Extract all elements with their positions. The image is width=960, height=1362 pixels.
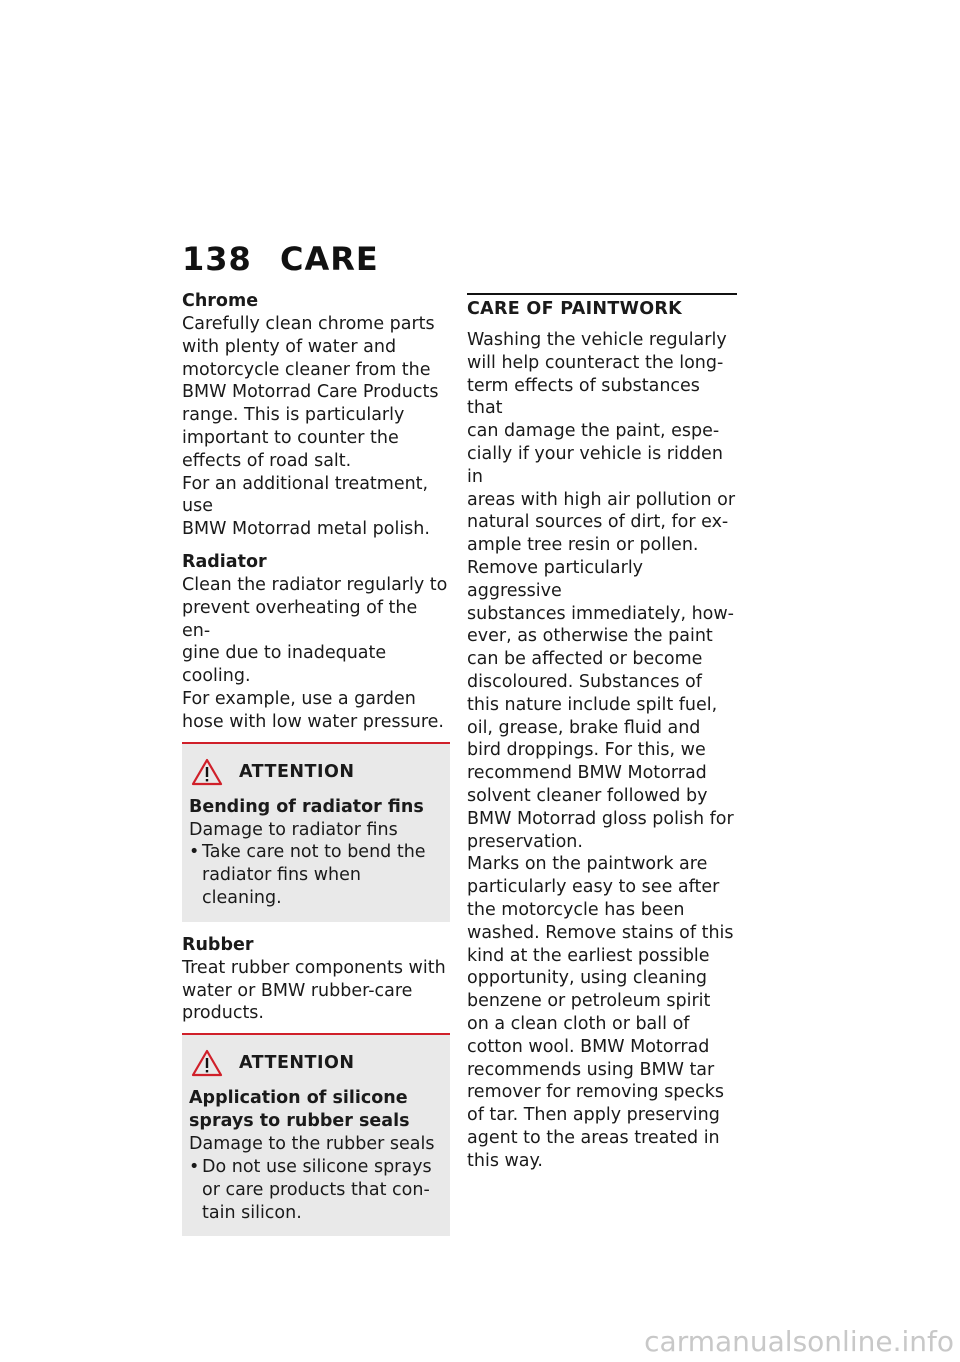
text-line: For example, use a garden [182, 688, 416, 709]
attention-subject [189, 1087, 442, 1133]
text-line: can damage the paint, espe- [467, 421, 720, 442]
text-line: range. This is particularly [182, 405, 405, 426]
text-line: this way. [467, 1150, 543, 1171]
text-line: Carefully clean chrome parts [182, 314, 435, 334]
page-number: 138 [182, 240, 252, 278]
attention-title: ATTENTION [239, 761, 355, 782]
text-line: Do not use silicone sprays [202, 1156, 432, 1177]
text-line: opportunity, using cleaning [467, 968, 708, 989]
rubber-section [182, 934, 450, 1025]
chrome-heading: Chrome [182, 291, 259, 311]
chrome-para-2 [182, 473, 450, 541]
chrome-section [182, 290, 450, 541]
radiator-para-2 [182, 688, 450, 734]
text-line: agent to the areas treated in [467, 1127, 720, 1148]
page-header [182, 240, 379, 278]
paintwork-para-1 [467, 329, 737, 557]
text-line: term effects of substances that [467, 375, 700, 419]
attention-bullet [189, 841, 442, 909]
text-line: BMW Motorrad Care Products [182, 382, 439, 403]
text-line: BMW Motorrad metal polish. [182, 519, 430, 540]
radiator-para-1 [182, 574, 450, 688]
bullet-dot: • [189, 842, 200, 863]
attention-box-rubber [182, 1033, 450, 1236]
attention-title: ATTENTION [239, 1053, 355, 1074]
text-line: solvent cleaner followed by [467, 785, 708, 806]
text-line: hose with low water pressure. [182, 711, 444, 732]
paintwork-para-2 [467, 557, 737, 853]
text-line: recommends using BMW tar [467, 1059, 715, 1080]
text-line: Washing the vehicle regularly [467, 330, 727, 350]
text-line: or care products that con- [202, 1179, 430, 1200]
text-line: prevent overheating of the en- [182, 597, 418, 641]
text-line: can be affected or become [467, 649, 703, 670]
text-line: radiator fins when cleaning. [202, 865, 361, 908]
text-line: bird droppings. For this, we [467, 740, 706, 761]
text-line: on a clean cloth or ball of [467, 1013, 690, 1034]
text-line: oil, grease, brake fluid and [467, 717, 701, 738]
text-line: natural sources of dirt, for ex- [467, 512, 729, 533]
text-line: particularly easy to see after [467, 877, 720, 898]
text-line: kind at the earliest possible [467, 945, 710, 966]
attention-box-radiator [182, 742, 450, 922]
attention-consequence: Damage to the rubber seals [189, 1134, 435, 1155]
rubber-heading: Rubber [182, 934, 254, 955]
right-column [467, 290, 737, 1172]
text-line: will help counteract the long- [467, 352, 724, 373]
text-line: with plenty of water and [182, 336, 397, 357]
attention-consequence: Damage to radiator fins [189, 819, 398, 840]
text-line: preservation. [467, 831, 583, 852]
warning-triangle-icon [191, 1049, 223, 1077]
text-line: water or BMW rubber-care [182, 980, 413, 1001]
radiator-heading: Radiator [182, 551, 267, 572]
text-line: important to counter the [182, 427, 399, 448]
paintwork-para-3 [467, 853, 737, 1172]
text-line: Treat rubber components with [182, 957, 446, 978]
text-line: motorcycle cleaner from the [182, 359, 431, 380]
radiator-section [182, 551, 450, 734]
text-line: tain silicon. [202, 1202, 302, 1223]
text-line: of tar. Then apply preserving [467, 1105, 720, 1126]
chapter-title: CARE [280, 240, 379, 278]
text-line: sprays to rubber seals [189, 1111, 410, 1132]
watermark: carmanualsonline.info [644, 1325, 954, 1358]
attention-bullet [189, 1156, 442, 1224]
text-line: washed. Remove stains of this [467, 922, 734, 943]
text-line: effects of road salt. [182, 450, 352, 471]
attention-subject: Bending of radiator fins [189, 796, 424, 817]
text-line: recommend BMW Motorrad [467, 763, 707, 784]
section-title: CARE OF PAINTWORK [467, 293, 737, 321]
text-line: discoloured. Substances of [467, 671, 702, 692]
text-line: ample tree resin or pollen. [467, 535, 699, 556]
text-line: Marks on the paintwork are [467, 854, 708, 875]
text-line: remover for removing specks [467, 1082, 725, 1103]
text-line: the motorcycle has been [467, 899, 685, 920]
text-line: cotton wool. BMW Motorrad [467, 1036, 710, 1057]
text-line: For an additional treatment, use [182, 473, 429, 517]
text-line: areas with high air pollution or [467, 489, 736, 510]
bullet-dot: • [189, 1156, 200, 1177]
text-line: benzene or petroleum spirit [467, 991, 711, 1012]
text-line: cially if your vehicle is ridden in [467, 443, 723, 487]
text-line: ever, as otherwise the paint [467, 626, 713, 647]
text-line: BMW Motorrad gloss polish for [467, 808, 734, 829]
text-line: Application of silicone [189, 1088, 408, 1109]
text-line: Remove particularly aggressive [467, 557, 644, 601]
chrome-para-1 [182, 313, 450, 473]
text-line: gine due to inadequate cooling. [182, 643, 387, 687]
rubber-para [182, 957, 450, 1025]
text-line: Clean the radiator regularly to [182, 574, 448, 595]
text-line: this nature include spilt fuel, [467, 694, 718, 715]
text-line: products. [182, 1003, 264, 1024]
text-line: substances immediately, how- [467, 603, 734, 624]
text-line: Take care not to bend the [202, 842, 426, 863]
left-column [182, 290, 450, 1236]
warning-triangle-icon [191, 758, 223, 786]
